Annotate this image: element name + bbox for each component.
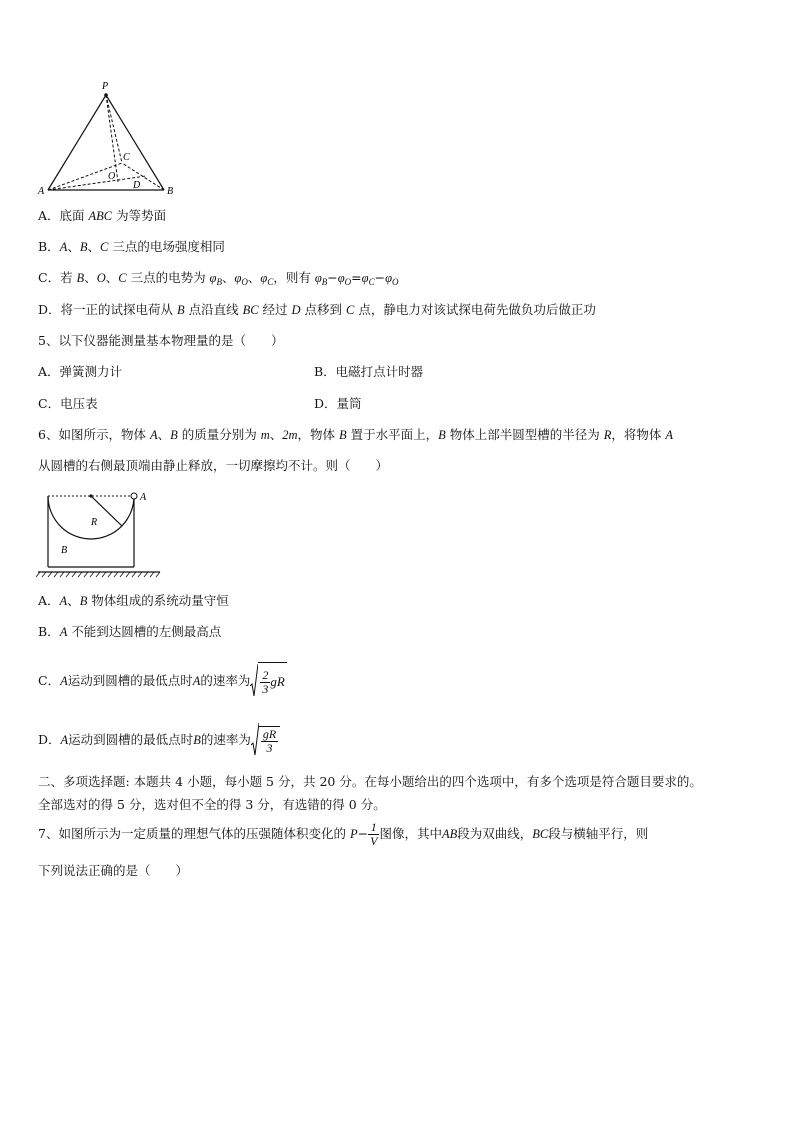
phi: φ <box>385 271 392 285</box>
text: ABC <box>88 209 113 223</box>
denominator: 3 <box>266 740 273 755</box>
text: B <box>177 303 185 317</box>
text: 点移到 <box>300 302 347 317</box>
q4-option-c: C．若 B、O、C 三点的电势为 $\varphi_B$、$\varphi_O$、$\varphi_C$，则有 $\varphi_B-\varphi_O=\varphi_C-\varphi_O$ <box>38 270 399 287</box>
text: A <box>59 625 68 639</box>
groove-figure <box>36 488 166 578</box>
label-B: B <box>61 545 68 556</box>
phi: φ <box>209 271 217 285</box>
label-O: O <box>108 171 116 182</box>
text: 的质量分别为 <box>177 427 261 442</box>
sub: O <box>392 277 399 287</box>
text: A <box>60 733 69 747</box>
text: 不能到达圆槽的左侧最高点 <box>67 624 222 639</box>
sub: B <box>216 277 222 287</box>
text: 2m <box>282 428 298 442</box>
section2-line1: 二、多项选择题: 本题共 4 小题，每小题 5 分，共 20 分。在每小题给出的四个选项中，有多个选项是符合题目要求的。 <box>38 774 702 789</box>
text: 三点的电场强度相同 <box>108 239 225 254</box>
label-D: D <box>133 180 141 191</box>
label-C: C <box>123 152 130 163</box>
text: A <box>149 428 158 442</box>
text: C <box>346 303 355 317</box>
numerator: gR <box>262 726 277 741</box>
tetrahedron-figure <box>36 78 186 198</box>
text: 运动到圆槽的最低点时 <box>68 732 194 747</box>
text: 段为双曲线， <box>457 826 533 841</box>
text: A <box>60 674 68 688</box>
q7-stem-line2: 下列说法正确的是（ ） <box>38 863 189 878</box>
text: C <box>100 240 109 254</box>
text: P <box>349 827 358 841</box>
q6-option-b <box>38 624 221 640</box>
text: D．将一正的试探电荷从 <box>38 302 177 317</box>
q5-option-b: B．电磁打点计时器 <box>314 364 424 379</box>
numerator: 2 <box>262 667 269 682</box>
text: A <box>665 428 673 442</box>
sub: C <box>267 277 274 287</box>
text: 的速率为 <box>200 673 251 688</box>
q6-option-c <box>38 662 287 700</box>
text: 点，静电力对该试探电荷先做负功后做正功 <box>354 302 596 317</box>
text: B． <box>38 239 60 254</box>
label-R: R <box>91 517 98 528</box>
text: 、 <box>84 270 97 285</box>
text: 、 <box>105 270 119 285</box>
q4-option-a <box>38 208 166 224</box>
q6-stem-line1 <box>38 427 673 443</box>
fraction <box>368 821 379 848</box>
text: 物体组成的系统动量守恒 <box>87 593 229 608</box>
text: B <box>438 428 446 442</box>
text: 6、如图所示，物体 <box>38 427 150 442</box>
sub: B <box>321 277 328 287</box>
text: A <box>59 240 68 254</box>
text: R <box>603 428 612 442</box>
text: ，物体 <box>297 427 339 442</box>
text: O <box>96 271 106 285</box>
text: 置于水平面上， <box>346 427 439 442</box>
text: 、 <box>87 239 100 254</box>
text: 物体上部半圆型槽的半径为 <box>445 427 604 442</box>
numerator: 1 <box>368 821 379 835</box>
text: A <box>59 594 68 608</box>
text: 为等势面 <box>112 208 167 223</box>
q6-option-d <box>38 722 280 758</box>
sub: C <box>368 277 375 287</box>
q7-stem-line1 <box>38 816 648 852</box>
text: 段与横轴平行，则 <box>548 826 649 841</box>
text: D <box>291 303 301 317</box>
text: − <box>357 826 369 841</box>
q5-option-a: A．弹簧测力计 <box>38 364 123 379</box>
q4-option-d <box>38 302 596 318</box>
text: B <box>339 428 347 442</box>
phi: φ <box>260 271 268 285</box>
text: gR <box>270 674 285 689</box>
text: A．底面 <box>38 208 89 223</box>
text: B <box>79 240 88 254</box>
q5-option-d: D．量筒 <box>314 396 362 411</box>
text: 、 <box>67 593 80 608</box>
sub: O <box>241 277 248 287</box>
text: BC <box>532 827 549 841</box>
label-A: A <box>38 186 45 197</box>
phi: φ <box>361 271 369 285</box>
text: 、 <box>269 427 283 442</box>
text: 的速率为 <box>200 732 251 747</box>
text: m <box>260 428 270 442</box>
text: B <box>193 733 201 747</box>
text: C <box>118 271 127 285</box>
label-P: P <box>102 81 109 92</box>
text: C．若 <box>38 270 77 285</box>
text: 点沿直线 <box>184 302 243 317</box>
sqrt-expression <box>251 723 280 757</box>
label-A: A <box>140 492 147 503</box>
text: B <box>76 271 85 285</box>
text: D． <box>38 732 61 747</box>
text: 图像，其中 <box>379 826 442 841</box>
text: B <box>170 428 178 442</box>
text: 、 <box>67 239 80 254</box>
text: 、 <box>157 427 171 442</box>
phi: φ <box>314 271 322 285</box>
text: C． <box>38 673 61 688</box>
text: ，将物体 <box>611 427 666 442</box>
section2-line2: 全部选对的得 5 分，选对但不全的得 3 分，有选错的得 0 分。 <box>38 797 386 812</box>
text: BC <box>242 303 259 317</box>
text: A． <box>38 593 60 608</box>
text: B <box>79 594 88 608</box>
denominator: V <box>370 833 378 848</box>
text: 运动到圆槽的最低点时 <box>67 673 193 688</box>
text: ，则有 <box>273 270 315 285</box>
text: 经过 <box>258 302 292 317</box>
sub: O <box>344 277 352 287</box>
q6-stem-line2: 从圆槽的右侧最顶端由静止释放，一切摩擦均不计。则（ ） <box>38 458 389 473</box>
q5-option-c: C．电压表 <box>38 396 98 411</box>
q5-stem: 5、以下仪器能测量基本物理量的是（ ） <box>38 333 284 348</box>
text: 三点的电势为 <box>126 270 210 285</box>
text: A <box>192 674 201 688</box>
label-B: B <box>167 186 174 197</box>
phi: φ <box>234 271 242 285</box>
phi: φ <box>337 271 345 285</box>
text: B． <box>38 624 60 639</box>
q6-option-a <box>38 593 229 609</box>
sqrt-expression <box>250 662 286 700</box>
q4-option-b <box>38 239 225 255</box>
denominator: 3 <box>262 681 269 696</box>
text: 7、如图所示为一定质量的理想气体的压强随体积变化的 <box>38 826 346 841</box>
text: AB <box>441 827 458 841</box>
